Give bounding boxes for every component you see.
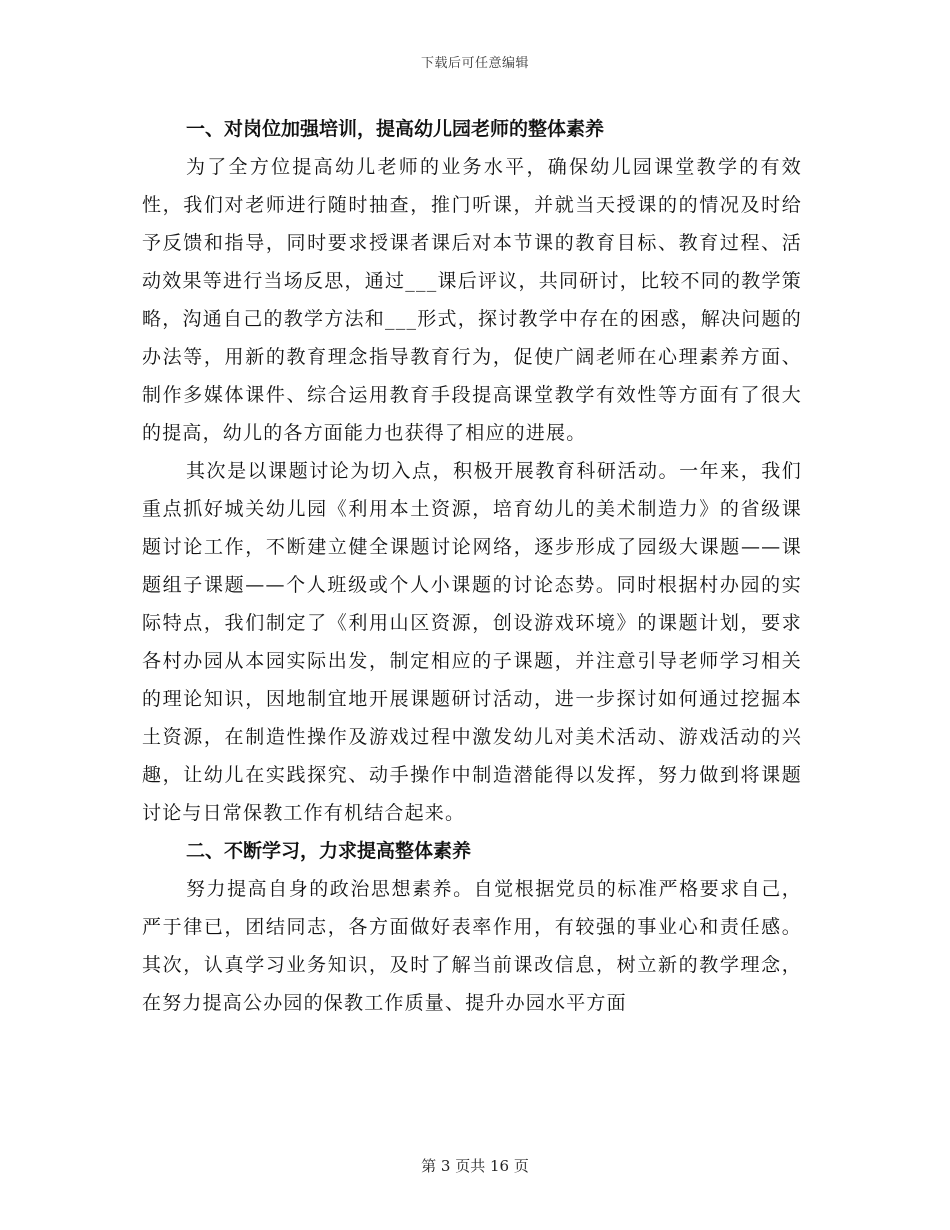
paragraph-1: 为了全方位提高幼儿老师的业务水平，确保幼儿园课堂教学的有效性，我们对老师进行随时抽查，推门听课，并就当天授课的的情况及时给予反馈和指导，同时要求授课者课后对本节课的教育目标、教育过程、活动效果等进行当场反思，通过___课后评议，共同研讨，比较不同的教学策略，沟通自己的教学方法和___形式，探讨教学中存在的困惑，解决问题的办法等，用新的教育理念指导教育行为，促使广阔老师在心理素养方面、制作多媒体课件、综合运用教育手段提高课堂教学有效性等方面有了很大的提高，幼儿的各方面能力也获得了相应的进展。 [142, 156, 802, 444]
section-heading-2: 二、不断学习，力求提高整体素养 [186, 840, 472, 862]
paragraph-2: 其次是以课题讨论为切入点，积极开展教育科研活动。一年来，我们重点抓好城关幼儿园《利用本土资源，培育幼儿的美术制造力》的省级课题讨论工作，不断建立健全课题讨论网络，逐步形成了园级大课题——课题组子课题——个人班级或个人小课题的讨论态势。同时根据村办园的实际特点，我们制定了《利用山区资源，创设游戏环境》的课题计划，要求各村办园从本园实际出发，制定相应的子课题，并注意引导老师学习相关的理论知识，因地制宜地开展课题研讨活动，进一步探讨如何通过挖掘本土资源，在制造性操作及游戏过程中激发幼儿对美术活动、游戏活动的兴趣，让幼儿在实践探究、动手操作中制造潜能得以发挥，努力做到将课题讨论与日常保教工作有机结合起来。 [142, 460, 802, 824]
section-heading-1: 一、对岗位加强培训，提高幼儿园老师的整体素养 [186, 118, 605, 140]
document-body [142, 110, 802, 1022]
page-header-note: 下载后可任意编辑 [420, 56, 529, 71]
page-number-footer: 第 3 页共 16 页 [421, 1157, 529, 1175]
paragraph-3: 努力提高自身的政治思想素养。自觉根据党员的标准严格要求自己，严于律已，团结同志，各方面做好表率作用，有较强的事业心和责任感。其次，认真学习业务知识，及时了解当前课改信息，树立新的教学理念，在努力提高公办园的保教工作质量、提升办园水平方面 [142, 878, 802, 1014]
